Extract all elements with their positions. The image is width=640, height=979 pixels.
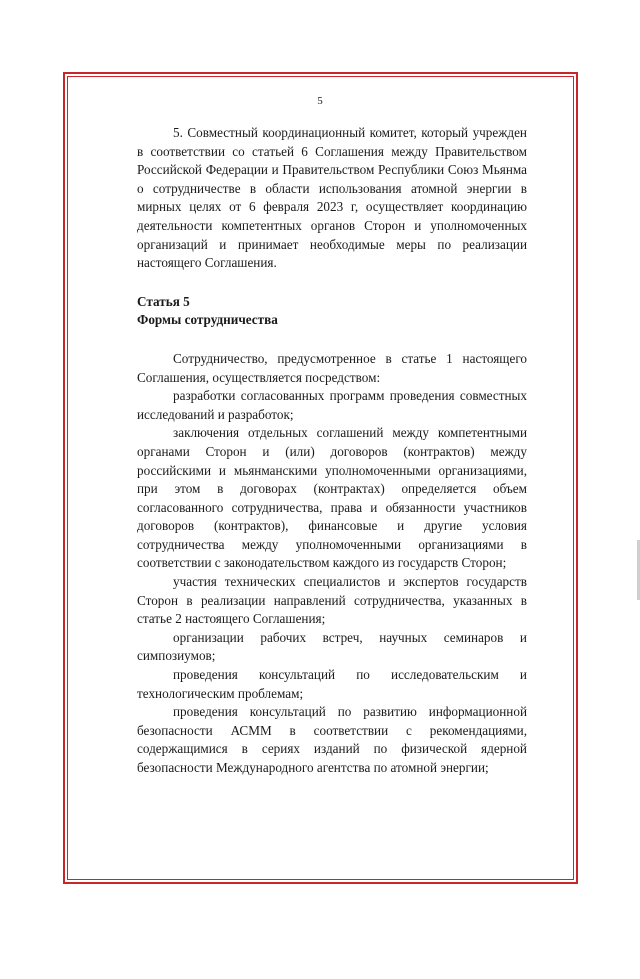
list-item: разработки согласованных программ проведения совместных исследований и разработок; bbox=[137, 388, 527, 422]
intro-paragraph: Сотрудничество, предусмотренное в статье 1 настоящего Соглашения, осуществляется посредством: bbox=[137, 350, 527, 385]
list-item: проведения консультаций по развитию информационной безопасности АСММ в соответствии с рекомендациями, содержащимися в сериях изданий по физической ядерной безопасности Международного агентства по атомной энергии; bbox=[137, 704, 527, 775]
list-item: участия технических специалистов и экспертов государств Сторон в реализации направлений сотрудничества, указанных в статье 2 настоящего Соглашения; bbox=[137, 574, 527, 627]
document-body bbox=[137, 124, 527, 778]
list-item: организации рабочих встреч, научных семинаров и симпозиумов; bbox=[137, 629, 527, 664]
paragraph-5: 5. Совместный координационный комитет, который учрежден в соответствии со статьей 6 Соглашения между Правительством Российской Федерации и Правительством Республики Союз Мьянма о сотрудничестве в области использования атомной энергии в мирных целях от 6 февраля 2023 г, осуществляет координацию деятельности компетентных органов Сторон и уполномоченных организаций и принимает необходимые меры по реализации настоящего Соглашения. bbox=[137, 125, 527, 271]
list-item: проведения консультаций по исследовательским и технологическим проблемам; bbox=[137, 667, 527, 701]
page-number: 5 bbox=[317, 95, 323, 107]
article-subtitle: Формы сотрудничества bbox=[137, 312, 278, 328]
article-title: Статья 5 bbox=[137, 293, 190, 309]
list-item: заключения отдельных соглашений между компетентными органами Сторон и (или) договоров (контрактов) между российскими и мьянманскими уполномоченными организациями, при этом в договорах (контрактах) определяется объем согласованного сотрудничества, права и обязанности участников договоров (контрактов), финансовые и другие условия сотрудничества между уполномоченными организациями в соответствии с законодательством каждого из государств Сторон; bbox=[137, 425, 527, 571]
article-heading bbox=[137, 293, 527, 330]
